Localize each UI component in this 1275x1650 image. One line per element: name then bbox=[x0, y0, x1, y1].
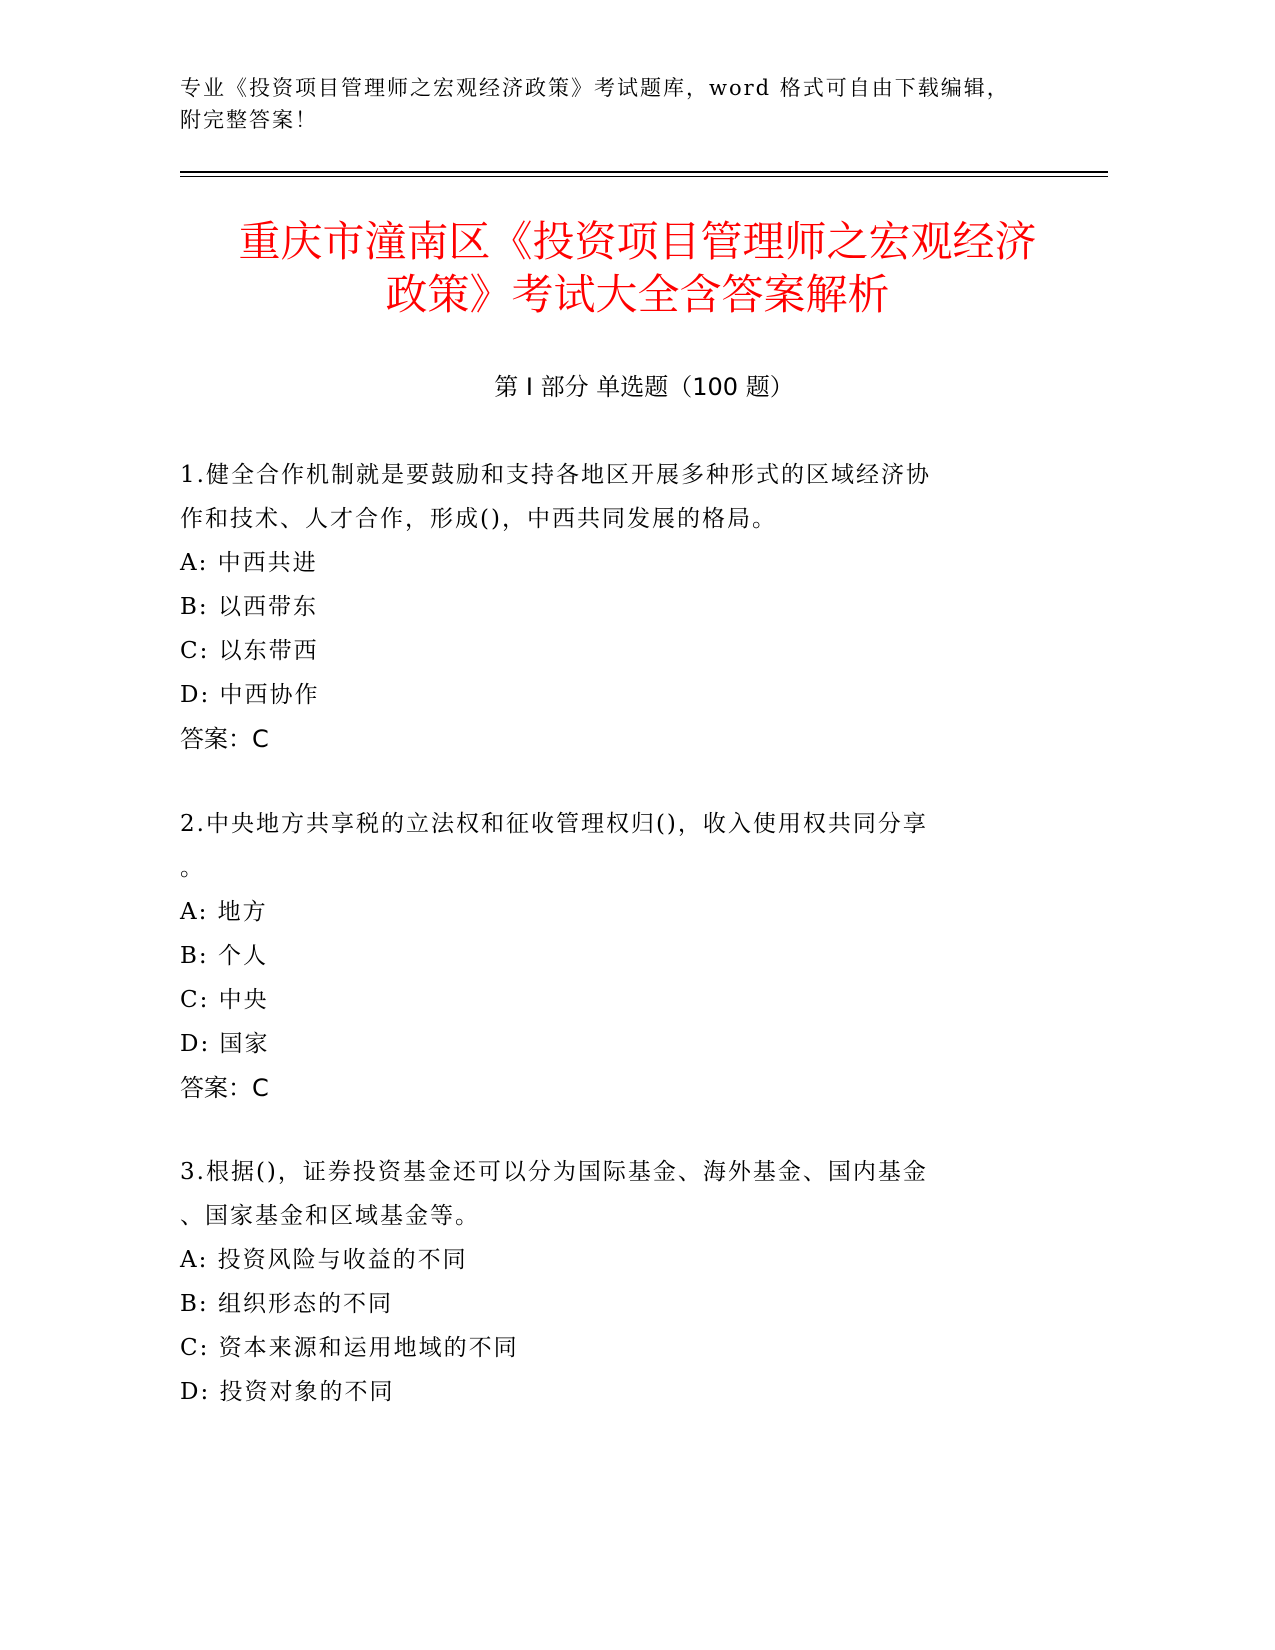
question-text: 1.健全合作机制就是要鼓励和支持各地区开展多种形式的区域经济协 bbox=[180, 462, 931, 488]
document-title-line: 政策》考试大全含答案解析 bbox=[385, 270, 890, 319]
question-3 bbox=[180, 1150, 1060, 1414]
option-c: C: 以东带西 bbox=[180, 638, 319, 664]
header-note-line: 附完整答案！ bbox=[180, 108, 318, 132]
header-note bbox=[180, 72, 1040, 136]
option-a: A: 中西共进 bbox=[180, 550, 318, 576]
option-b: B: 以西带东 bbox=[180, 594, 318, 620]
question-text: 。 bbox=[180, 855, 205, 881]
header-divider-thin bbox=[180, 176, 1108, 177]
header-note-line: 专业《投资项目管理师之宏观经济政策》考试题库，word 格式可自由下载编辑， bbox=[180, 76, 1010, 100]
header-divider-thick bbox=[180, 171, 1108, 173]
document-title-line: 重庆市潼南区《投资项目管理师之宏观经济 bbox=[238, 217, 1037, 266]
question-2 bbox=[180, 802, 1060, 1110]
answer: 答案：C bbox=[180, 725, 269, 753]
option-d: D: 投资对象的不同 bbox=[180, 1379, 395, 1405]
option-b: B: 组织形态的不同 bbox=[180, 1291, 393, 1317]
question-text: 3.根据()，证券投资基金还可以分为国际基金、海外基金、国内基金 bbox=[180, 1159, 928, 1185]
question-1 bbox=[180, 453, 1060, 761]
option-b: B: 个人 bbox=[180, 943, 268, 969]
question-text: 、国家基金和区域基金等。 bbox=[180, 1203, 480, 1229]
question-text: 2.中央地方共享税的立法权和征收管理权归()，收入使用权共同分享 bbox=[180, 811, 928, 837]
answer: 答案：C bbox=[180, 1074, 269, 1102]
option-a: A: 投资风险与收益的不同 bbox=[180, 1247, 468, 1273]
option-d: D: 中西协作 bbox=[180, 682, 320, 708]
option-a: A: 地方 bbox=[180, 899, 268, 925]
question-text: 作和技术、人才合作，形成()，中西共同发展的格局。 bbox=[180, 506, 777, 532]
option-c: C: 中央 bbox=[180, 987, 269, 1013]
section-title: 第 I 部分 单选题（100 题） bbox=[494, 373, 794, 401]
option-c: C: 资本来源和运用地域的不同 bbox=[180, 1335, 519, 1361]
option-d: D: 国家 bbox=[180, 1031, 270, 1057]
document-title bbox=[150, 215, 1125, 321]
